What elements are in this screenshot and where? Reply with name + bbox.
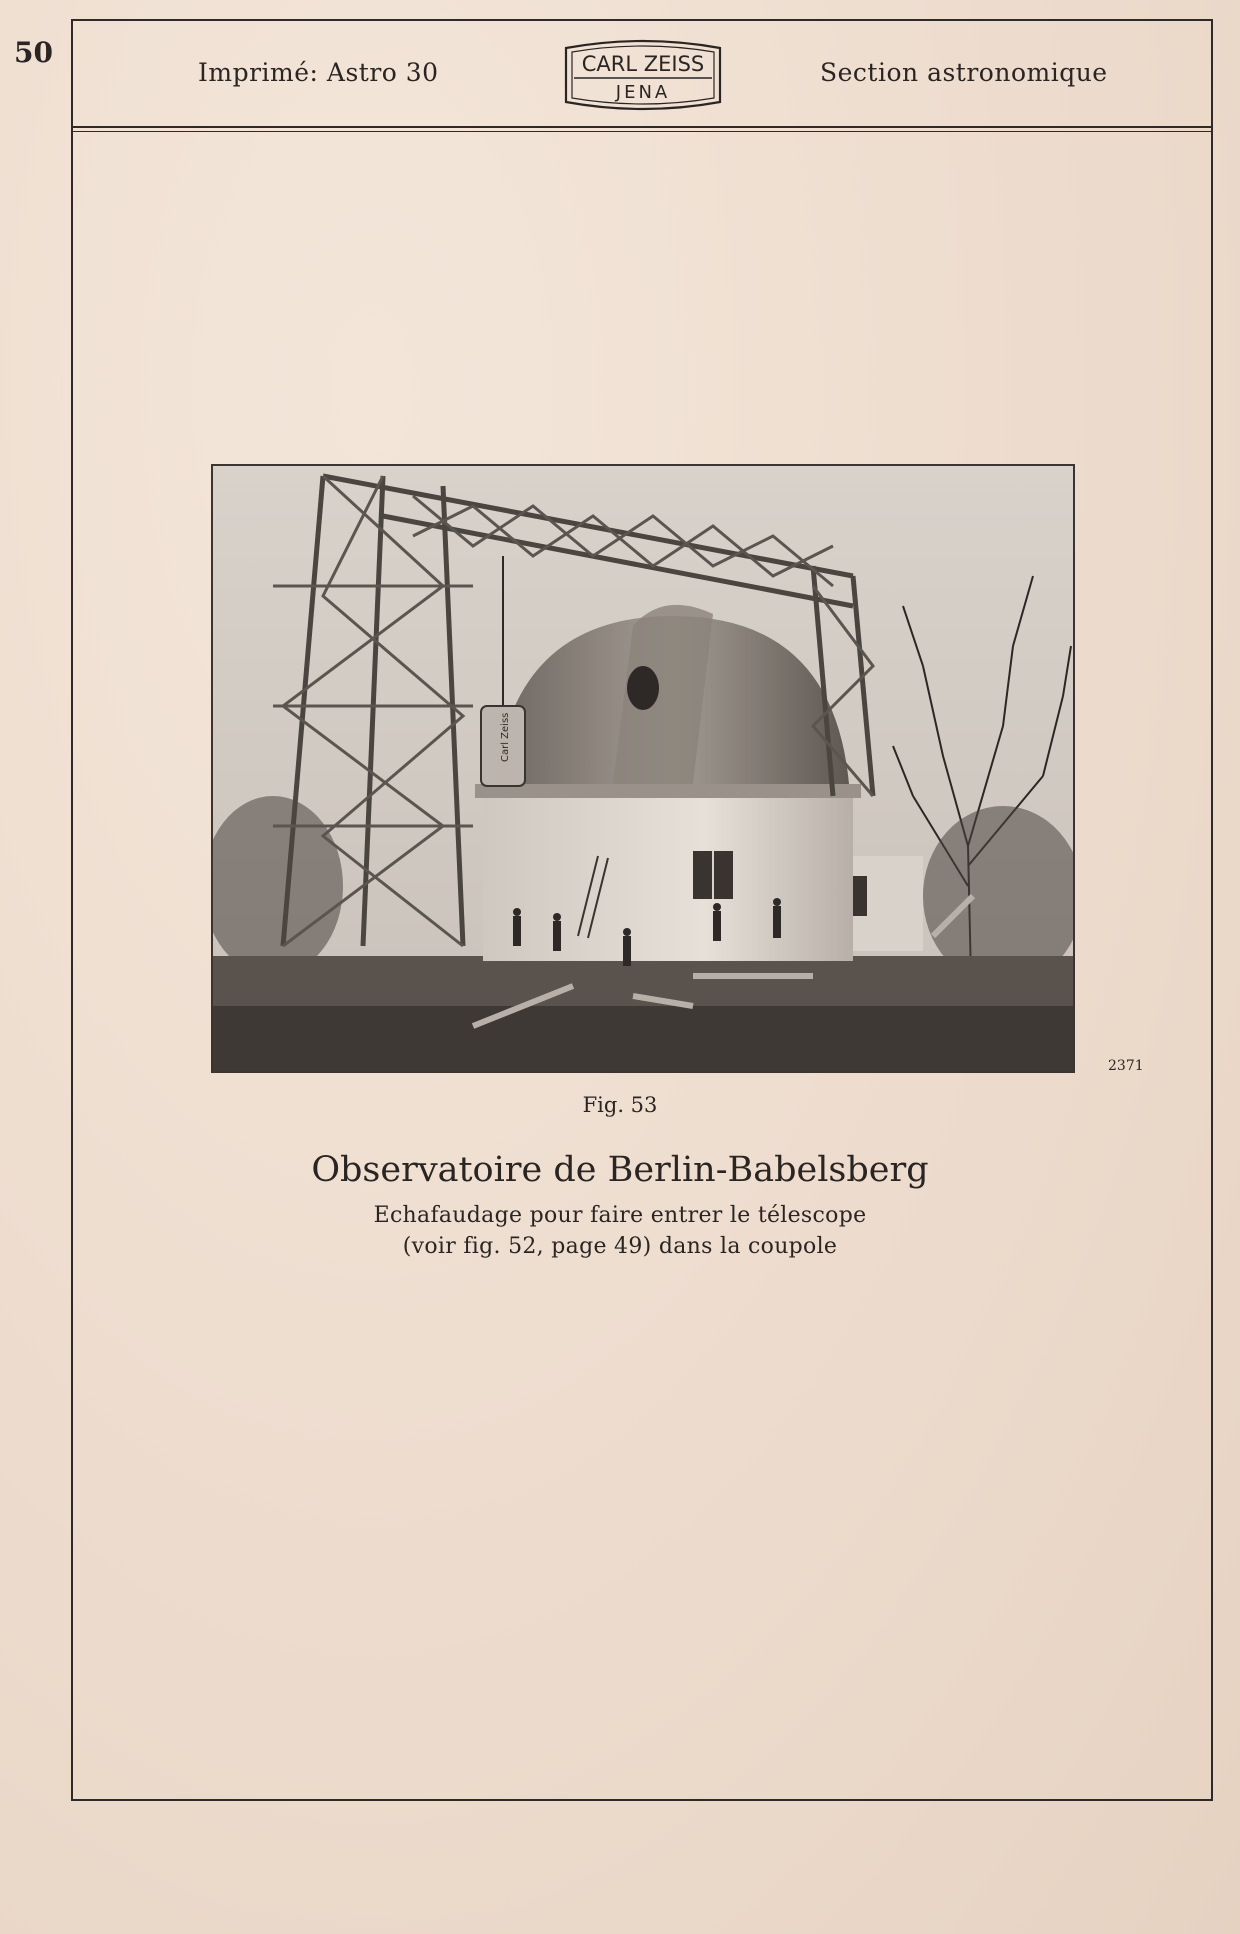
- crate-label: Carl Zeiss: [500, 712, 511, 762]
- caption-line-2: (voir fig. 52, page 49) dans la coupole: [402, 1234, 838, 1259]
- header-divider-thin: [71, 131, 1213, 132]
- caption-body: [0, 1200, 1240, 1262]
- figure-label: Fig. 53: [582, 1093, 658, 1117]
- caption-title: Observatoire de Berlin-Babelsberg: [311, 1150, 929, 1190]
- header-section: Section astronomique: [820, 58, 1108, 87]
- page-number: 50: [14, 36, 53, 69]
- logo-line-1: CARL ZEISS: [581, 52, 705, 76]
- caption-line-1: Echafaudage pour faire entrer le télescope: [373, 1203, 867, 1228]
- plate-number: 2371: [1108, 1058, 1144, 1074]
- logo-line-2: JENA: [615, 82, 671, 103]
- header-divider: [71, 126, 1213, 128]
- carl-zeiss-logo: [560, 34, 726, 120]
- header-imprint: Imprimé: Astro 30: [198, 58, 439, 87]
- observatory-photo: [211, 464, 1075, 1073]
